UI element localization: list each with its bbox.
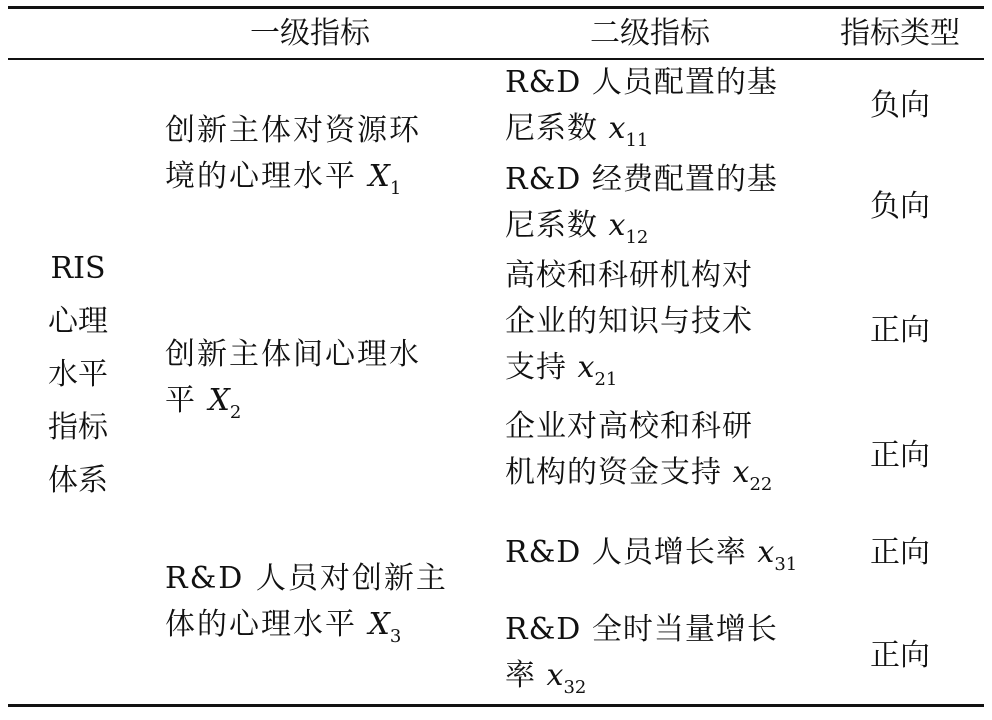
variable-subscript: 1 [389,178,402,199]
root-line: 心理 [48,304,108,339]
level1-line: R&D 人员对创新主 [165,561,448,596]
header-level2: 二级指标 [590,16,710,51]
level2-indicator-x22 [505,404,805,496]
level1-line: 平 $X_2$ [165,383,242,423]
level1-indicator-1 [165,108,475,200]
variable-subscript: 2 [229,402,242,423]
table-top-rule [8,6,984,9]
variable-symbol: x [608,111,626,146]
level2-indicator-x11 [505,60,805,152]
level1-indicator-3 [165,556,475,648]
root-line: RIS [50,251,106,286]
variable-subscript: 12 [625,227,649,248]
variable-subscript: 22 [749,474,773,495]
level2-line: R&D 经费配置的基 [505,162,778,197]
root-category [30,242,126,507]
type-x22: 正向 [870,438,930,473]
variable-symbol: x [732,455,750,490]
table-bottom-rule [8,704,984,707]
level1-line: 境的心理水平 $X_1$ [165,159,402,199]
level1-line: 体的心理水平 $X_3$ [165,607,402,647]
type-x32: 正向 [870,638,930,673]
variable-symbol: X [368,159,390,194]
type-x31: 正向 [870,535,930,570]
type-x11: 负向 [870,88,930,123]
level2-line: 高校和科研机构对 [505,258,753,293]
root-line: 体系 [48,463,108,498]
level2-indicator-x31 [505,530,805,576]
table-header-rule [8,58,984,60]
level2-indicator-x12 [505,157,805,249]
variable-symbol: x [577,350,595,385]
type-x12: 负向 [870,189,930,224]
level1-line: 创新主体对资源环 [165,113,421,148]
header-type: 指标类型 [840,16,960,51]
level2-line: 企业的知识与技术 [505,304,753,339]
variable-subscript: 11 [625,130,649,151]
level2-line: 率 $x_{32}$ [505,658,587,698]
header-level1: 一级指标 [250,16,370,51]
level2-line: 尼系数 $x_{11}$ [505,111,649,151]
variable-symbol: x [608,208,626,243]
level2-line: 机构的资金支持 $x_{22}$ [505,455,773,495]
variable-symbol: X [368,607,390,642]
level2-indicator-x32 [505,607,805,699]
level2-line: 尼系数 $x_{12}$ [505,208,649,248]
level2-line: R&D 人员增长率 $x_{31}$ [505,535,798,575]
variable-subscript: 31 [774,554,798,575]
variable-subscript: 3 [389,626,402,647]
variable-subscript: 32 [563,677,587,698]
variable-symbol: x [546,658,564,693]
variable-symbol: x [757,535,775,570]
level2-indicator-x21 [505,253,805,391]
root-line: 水平 [48,357,108,392]
level1-indicator-2 [165,332,475,424]
level2-line: R&D 全时当量增长 [505,612,778,647]
level2-line: 企业对高校和科研 [505,409,753,444]
level2-line: R&D 人员配置的基 [505,65,778,100]
variable-subscript: 21 [594,369,618,390]
level1-line: 创新主体间心理水 [165,337,421,372]
level2-line: 支持 $x_{21}$ [505,350,618,390]
variable-symbol: X [208,383,230,418]
type-x21: 正向 [870,313,930,348]
root-line: 指标 [48,410,108,445]
